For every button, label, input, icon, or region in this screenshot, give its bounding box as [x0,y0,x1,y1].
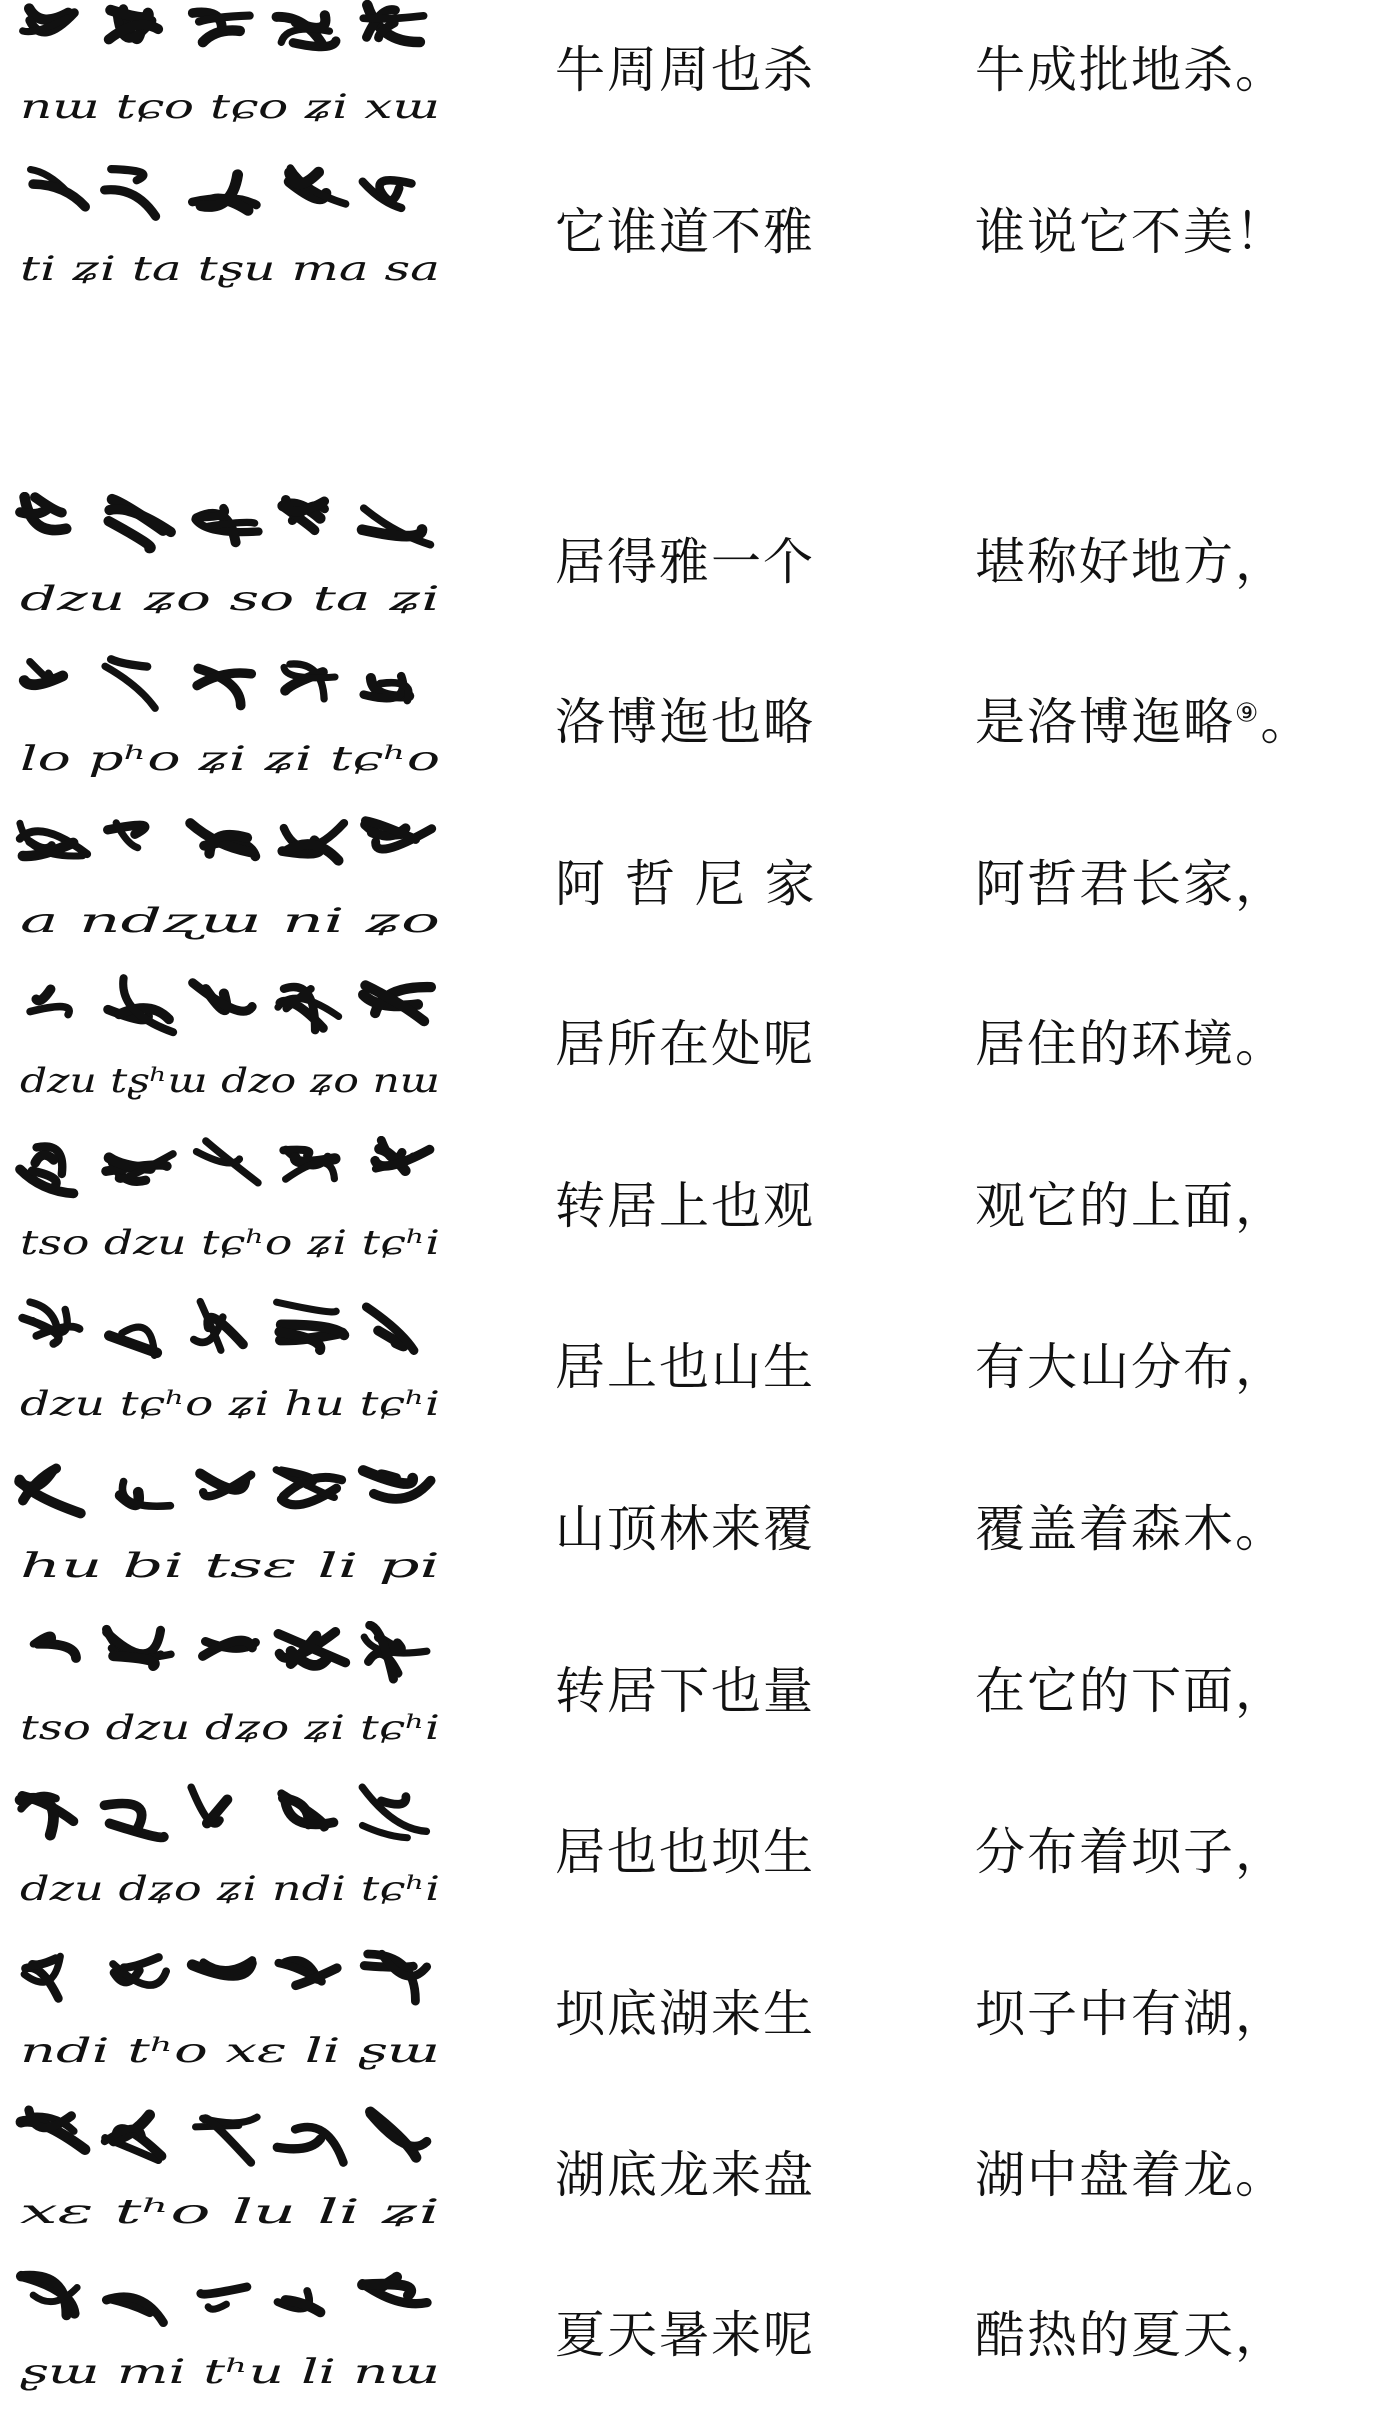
yi-script-glyph [363,985,431,1021]
translation-text: 酷热的夏天， [975,2306,1287,2364]
yi-script-glyph [105,2115,162,2160]
yi-script-glyph [20,1796,73,1835]
yi-script-glyph [21,2276,77,2315]
yi-script-glyph [107,1629,171,1666]
verse-line [0,2265,1392,2415]
yi-script-glyph [108,978,173,1032]
yi-script-glyph [363,1471,431,1499]
translation-text: 观它的上面， [975,1177,1287,1235]
translation-text: 分布着坝子， [975,1823,1287,1881]
yi-script-glyph [30,989,69,1014]
yi-script-glyph [20,1146,74,1193]
yi-script-glyph [375,1140,430,1170]
yi-script-glyph [277,2127,343,2162]
yi-script-glyph [21,2110,85,2150]
free-translation [975,1822,1287,1882]
footnote-marker[interactable]: ⑨ [1235,698,1261,729]
yi-script-glyph [193,983,252,1011]
translation-text: 居住的环境。 [975,1015,1287,1073]
yi-script-glyph [113,1957,166,1985]
yi-script-glyph [192,1960,252,1975]
free-translation [975,2305,1287,2365]
verse-line [0,814,1392,964]
yi-script-glyph [109,499,171,548]
romanization-text: tso dzu tɕʰo ʑi tɕʰi [20,1223,440,1263]
romanization-text: dzu tɕʰo ʑi hu tɕʰi [20,1384,441,1424]
yi-script-glyph [364,676,410,700]
verse-line [0,2105,1392,2255]
yi-script-glyph [197,669,251,706]
yi-script-glyph [366,1307,414,1351]
yi-script-drawing [14,162,454,312]
verse-line [0,1944,1392,2094]
word-gloss: 居上也山生 [555,1338,815,1396]
word-gloss: 居得雅一个 [555,533,815,591]
romanization-text: ti ʑi ta tʂu ma sa [20,249,440,289]
yi-script-drawing [14,0,454,150]
yi-script-drawing [14,1297,454,1447]
yi-script-cell [14,814,454,964]
yi-script-cell [14,1297,454,1447]
romanization-text: dzu dʑo ʑi ndi tɕʰi [20,1869,440,1909]
yi-script-glyph [193,12,250,42]
translation-punctuation: 。 [1260,693,1313,751]
romanization-text: dzu ʑo so ta ʑi [20,579,440,619]
yi-script-glyph [196,1141,258,1183]
yi-script-glyph [278,987,339,1030]
yi-script-glyph [105,169,156,216]
yi-script-drawing [14,2105,454,2255]
translation-text: 在它的下面， [975,1662,1287,1720]
yi-script-cell [14,162,454,312]
yi-script-glyph [109,9,158,40]
verse-line [0,974,1392,1124]
yi-script-glyph [278,1632,345,1666]
yi-script-glyph [362,1787,426,1838]
translation-text: 覆盖着森木。 [975,1500,1287,1558]
yi-script-glyph [19,1468,80,1513]
yi-script-cell [14,2265,454,2415]
verse-line [0,1136,1392,1286]
yi-script-drawing [14,1459,454,1609]
yi-script-glyph [33,1635,76,1658]
yi-script-glyph [277,1302,345,1350]
free-translation [975,532,1287,592]
yi-script-cell [14,1459,454,1609]
word-gloss: 阿 哲 尼 家 [555,855,817,913]
yi-script-glyph [282,823,344,860]
word-gloss: 洛博迤也略 [555,693,815,751]
romanization-text: ndi tʰo xɛ li ʂɯ [20,2031,440,2071]
yi-script-glyph [203,1640,256,1656]
free-translation [975,854,1287,914]
translation-text: 堪称好地方， [975,533,1287,591]
yi-script-glyph [194,1302,243,1351]
romanization-text: xɛ tʰo lu li ʑi [20,2192,440,2232]
yi-script-glyph [283,1150,335,1180]
translation-text: 是洛博迤略 [975,693,1235,751]
yi-script-glyph [196,508,259,542]
romanization-text: a ndʐɯ ni ʑo [20,901,440,941]
free-translation [975,40,1287,100]
translation-text: 牛成批地杀。 [975,41,1287,99]
yi-script-glyph [364,1625,427,1679]
yi-script-cell [14,0,454,150]
yi-script-drawing [14,1782,454,1932]
translation-text: 谁说它不美！ [975,203,1287,261]
word-gloss: 转居下也量 [555,1662,815,1720]
yi-script-glyph [109,1327,157,1355]
yi-script-glyph [24,662,63,685]
free-translation [975,1984,1287,2044]
yi-script-glyph [24,1956,60,1998]
romanization-text: hu bi tsɛ li pi [20,1546,440,1586]
word-gloss: 它谁道不雅 [555,203,815,261]
verse-line [0,0,1392,150]
yi-script-drawing [14,492,454,642]
yi-script-glyph [364,1954,427,2001]
yi-script-glyph [279,1961,337,1986]
romanization-text: lo pʰo ʑi ʑi tɕʰo [20,739,440,779]
yi-script-drawing [14,814,454,964]
free-translation [975,1176,1287,1236]
romanization-text: tso dzu dʑo ʑi tɕʰi [20,1708,440,1748]
yi-script-drawing [14,1136,454,1286]
translation-text: 有大山分布， [975,1338,1287,1396]
yi-script-glyph [278,2291,321,2312]
yi-script-glyph [31,170,86,207]
romanization-text: nɯ tɕo tɕo ʑi xɯ [20,87,440,127]
yi-script-cell [14,652,454,802]
yi-script-glyph [370,2112,427,2158]
verse-line [0,162,1392,312]
free-translation [975,1661,1287,1721]
yi-script-glyph [120,1482,170,1507]
word-gloss: 居所在处呢 [555,1015,815,1073]
verse-line [0,1297,1392,1447]
yi-script-drawing [14,652,454,802]
yi-script-cell [14,1782,454,1932]
yi-script-glyph [20,497,66,530]
free-translation [975,1337,1287,1397]
yi-script-glyph [106,2297,163,2323]
romanization-text: ʂɯ mi tʰu li nɯ [20,2352,440,2392]
yi-script-glyph [362,2277,427,2304]
yi-script-glyph [23,9,75,32]
translation-text: 湖中盘着龙。 [975,2146,1287,2204]
word-gloss: 坝底湖来生 [555,1985,815,2043]
yi-script-glyph [284,664,335,699]
translation-text: 坝子中有湖， [975,1985,1287,2043]
verse-line [0,652,1392,802]
yi-script-glyph [282,500,324,531]
verse-line [0,1621,1392,1771]
yi-script-glyph [105,1804,164,1838]
yi-script-cell [14,974,454,1124]
yi-script-glyph [108,823,145,848]
yi-script-cell [14,1136,454,1286]
yi-script-glyph [277,15,336,46]
yi-script-drawing [14,2265,454,2415]
yi-script-glyph [20,823,87,856]
free-translation [975,1499,1287,1559]
yi-script-glyph [191,1787,227,1824]
yi-script-glyph [201,2287,247,2309]
yi-script-cell [14,2105,454,2255]
yi-script-glyph [192,175,256,211]
yi-script-glyph [196,2117,258,2163]
yi-script-glyph [200,1474,251,1497]
yi-script-cell [14,1944,454,2094]
yi-script-drawing [14,1944,454,2094]
word-gloss: 牛周周也杀 [555,41,815,99]
yi-script-glyph [106,1154,173,1182]
yi-script-cell [14,492,454,642]
yi-script-glyph [362,508,430,545]
verse-line [0,492,1392,642]
free-translation [975,692,1312,752]
word-gloss: 转居上也观 [555,1177,815,1235]
yi-script-glyph [276,1470,342,1505]
translation-text: 阿哲君长家， [975,855,1287,913]
free-translation [975,1014,1287,1074]
yi-script-cell [14,1621,454,1771]
yi-script-glyph [363,5,423,42]
verse-line [0,1782,1392,1932]
free-translation [975,2145,1287,2205]
yi-script-glyph [105,659,155,708]
yi-script-glyph [190,823,255,856]
word-gloss: 夏天暑来呢 [555,2306,815,2364]
word-gloss: 山顶林来覆 [555,1500,815,1558]
yi-script-drawing [14,1621,454,1771]
yi-script-glyph [281,1794,333,1828]
romanization-text: dzu tʂʰɯ dzo ʑo nɯ [20,1061,440,1101]
word-gloss: 居也也坝生 [555,1823,815,1881]
yi-script-glyph [289,168,346,204]
free-translation [975,202,1287,262]
verse-line [0,1459,1392,1609]
yi-script-glyph [365,821,432,849]
yi-script-glyph [23,1302,80,1344]
yi-script-glyph [363,180,412,208]
word-gloss: 湖底龙来盘 [555,2146,815,2204]
yi-script-drawing [14,974,454,1124]
